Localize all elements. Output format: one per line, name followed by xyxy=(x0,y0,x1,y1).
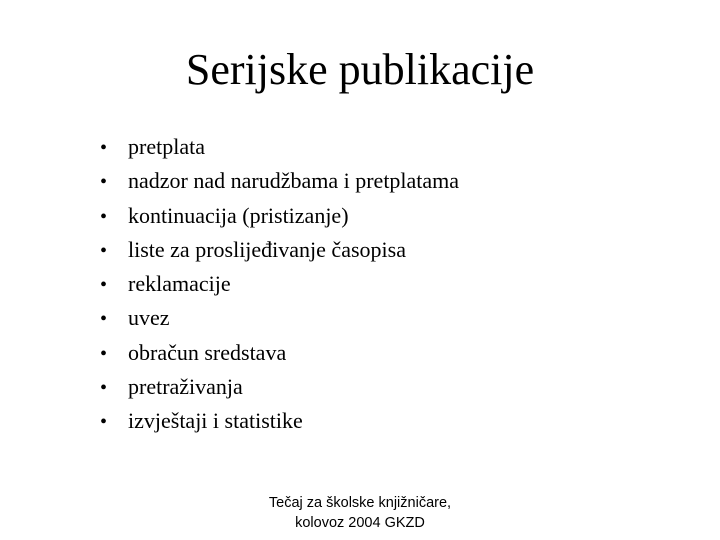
slide-title: Serijske publikacije xyxy=(185,45,535,94)
bullet-icon: • xyxy=(100,274,108,297)
slide-footer xyxy=(210,493,510,533)
bullet-icon: • xyxy=(100,137,108,159)
list-item-text: liste za proslijeđivanje časopisa xyxy=(128,236,406,262)
list-item xyxy=(100,404,459,438)
list-item-text: obračun sredstava xyxy=(128,339,287,365)
list-item-text: pretplata xyxy=(128,134,205,159)
footer-line-date: kolovoz 2004 GKZD xyxy=(295,515,425,531)
bullet-icon: • xyxy=(100,308,108,331)
list-item xyxy=(100,370,459,404)
list-item-text: pretraživanja xyxy=(128,374,243,400)
bullet-icon: • xyxy=(100,377,108,400)
bullet-icon: • xyxy=(100,342,108,365)
list-item xyxy=(100,267,459,301)
list-item-text: kontinuacija (pristizanje) xyxy=(128,202,349,228)
footer-line-course: Tečaj za školske knjižničare, xyxy=(268,495,452,511)
list-item xyxy=(100,233,459,267)
bullet-icon: • xyxy=(100,239,108,262)
list-item xyxy=(100,301,459,335)
list-item xyxy=(100,336,459,370)
list-item-text: nadzor nad narudžbama i pretplatama xyxy=(128,168,460,194)
list-item xyxy=(100,130,459,164)
bullet-icon: • xyxy=(100,205,108,228)
bullet-icon: • xyxy=(100,411,108,434)
list-item-text: izvještaji i statistike xyxy=(128,408,303,434)
bullet-icon: • xyxy=(100,171,108,194)
list-item xyxy=(100,164,459,198)
list-item-text: uvez xyxy=(128,305,170,331)
list-item xyxy=(100,199,459,233)
list-item-text: reklamacije xyxy=(128,271,231,297)
bullet-list xyxy=(100,130,459,439)
